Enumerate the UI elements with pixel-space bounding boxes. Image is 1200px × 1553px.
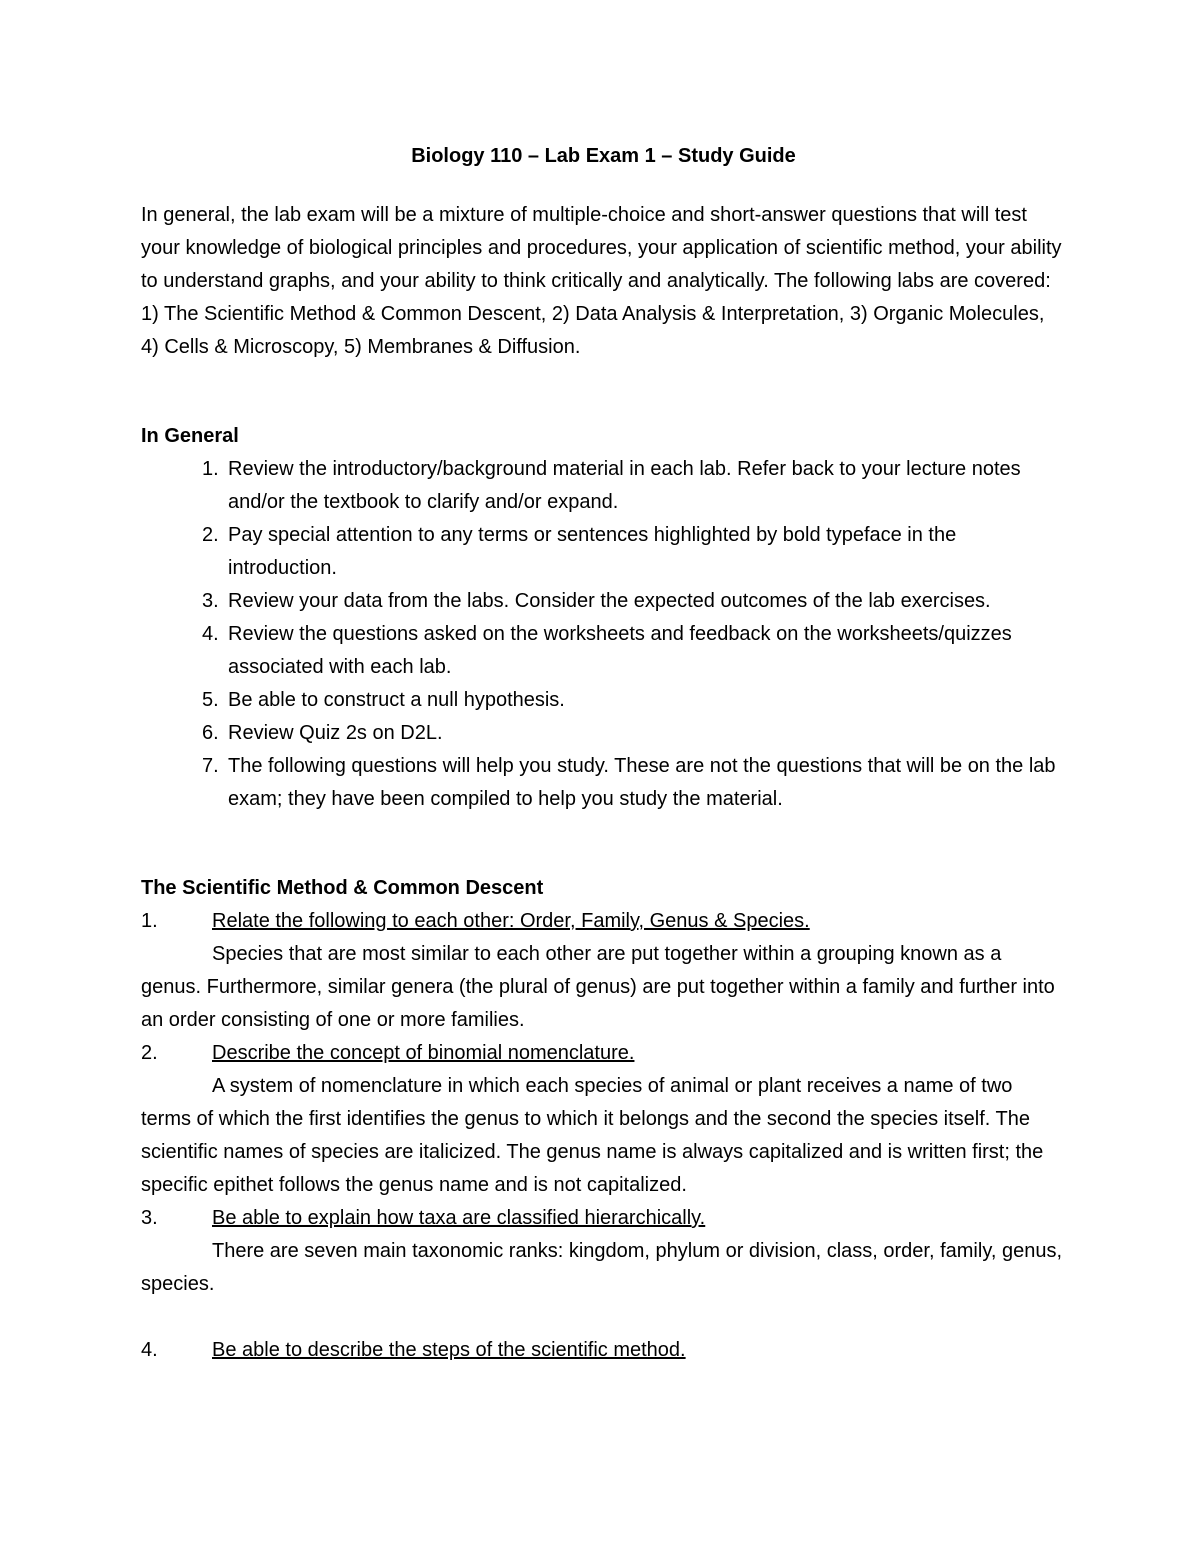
list-item-text: Pay special attention to any terms or sentences highlighted by bold typeface in the introduction. (228, 524, 957, 579)
list-item-number: 5. (202, 689, 219, 711)
list-item (141, 684, 1066, 717)
question-1 (141, 905, 1066, 938)
question-text: Be able to explain how taxa are classified hierarchically. (212, 1207, 706, 1229)
spacer (141, 364, 1066, 420)
list-item-text: Review the questions asked on the worksheets and feedback on the worksheets/quizzes associated with each lab. (228, 623, 1012, 678)
list-item-number: 4. (202, 623, 219, 645)
list-item (141, 717, 1066, 750)
list-item-number: 7. (202, 755, 219, 777)
spacer (141, 1301, 1066, 1334)
list-item-number: 1. (202, 458, 219, 480)
list-item-text: Review your data from the labs. Consider the expected outcomes of the lab exercises. (228, 590, 991, 612)
intro-paragraph: In general, the lab exam will be a mixture of multiple-choice and short-answer questions that will test your knowledge of biological principles and procedures, your application of scientific method, your ability to understand graphs, and your ability to think critically and analytically. The following labs are covered: 1) The Scientific Method & Common Descent, 2) Data Analysis & Interpretation, 3) Organic Molecules, 4) Cells & Microscopy, 5) Membranes & Diffusion. (141, 204, 1062, 358)
document-title: Biology 110 – Lab Exam 1 – Study Guide (411, 145, 796, 167)
answer-3: There are seven main taxonomic ranks: kingdom, phylum or division, class, order, family, genus, species. (141, 1240, 1062, 1295)
list-item-text: Review the introductory/background material in each lab. Refer back to your lecture notes and/or the textbook to clarify and/or expand. (228, 458, 1021, 513)
document-content (141, 140, 1066, 1367)
list-item-text: Review Quiz 2s on D2L. (228, 722, 443, 744)
section-heading-general: In General (141, 425, 239, 447)
answer-1: Species that are most similar to each other are put together within a grouping known as a genus. Furthermore, similar genera (the plural of genus) are put together within a family and further into an order consisting of one or more families. (141, 943, 1055, 1031)
list-item-text: Be able to construct a null hypothesis. (228, 689, 565, 711)
question-text: Relate the following to each other: Order, Family, Genus & Species. (212, 910, 810, 932)
answer-2: A system of nomenclature in which each species of animal or plant receives a name of two terms of which the first identifies the genus to which it belongs and the second the species itself. The scientific names of species are italicized. The genus name is always capitalized and is written first; the specific epithet follows the genus name and is not capitalized. (141, 1075, 1044, 1196)
question-2 (141, 1037, 1066, 1070)
general-list (141, 453, 1066, 816)
list-item (141, 519, 1066, 585)
spacer (141, 816, 1066, 872)
question-number: 1. (141, 910, 158, 932)
list-item (141, 750, 1066, 816)
list-item (141, 618, 1066, 684)
question-number: 3. (141, 1207, 158, 1229)
list-item (141, 585, 1066, 618)
question-3 (141, 1202, 1066, 1235)
section-heading-scientific-method: The Scientific Method & Common Descent (141, 877, 544, 899)
list-item-number: 6. (202, 722, 219, 744)
question-text: Describe the concept of binomial nomenclature. (212, 1042, 635, 1064)
list-item (141, 453, 1066, 519)
list-item-text: The following questions will help you study. These are not the questions that will be on the lab exam; they have been compiled to help you study the material. (228, 755, 1056, 810)
question-text: Be able to describe the steps of the scientific method. (212, 1339, 686, 1361)
question-number: 2. (141, 1042, 158, 1064)
question-4 (141, 1334, 1066, 1367)
question-number: 4. (141, 1339, 158, 1361)
list-item-number: 3. (202, 590, 219, 612)
list-item-number: 2. (202, 524, 219, 546)
